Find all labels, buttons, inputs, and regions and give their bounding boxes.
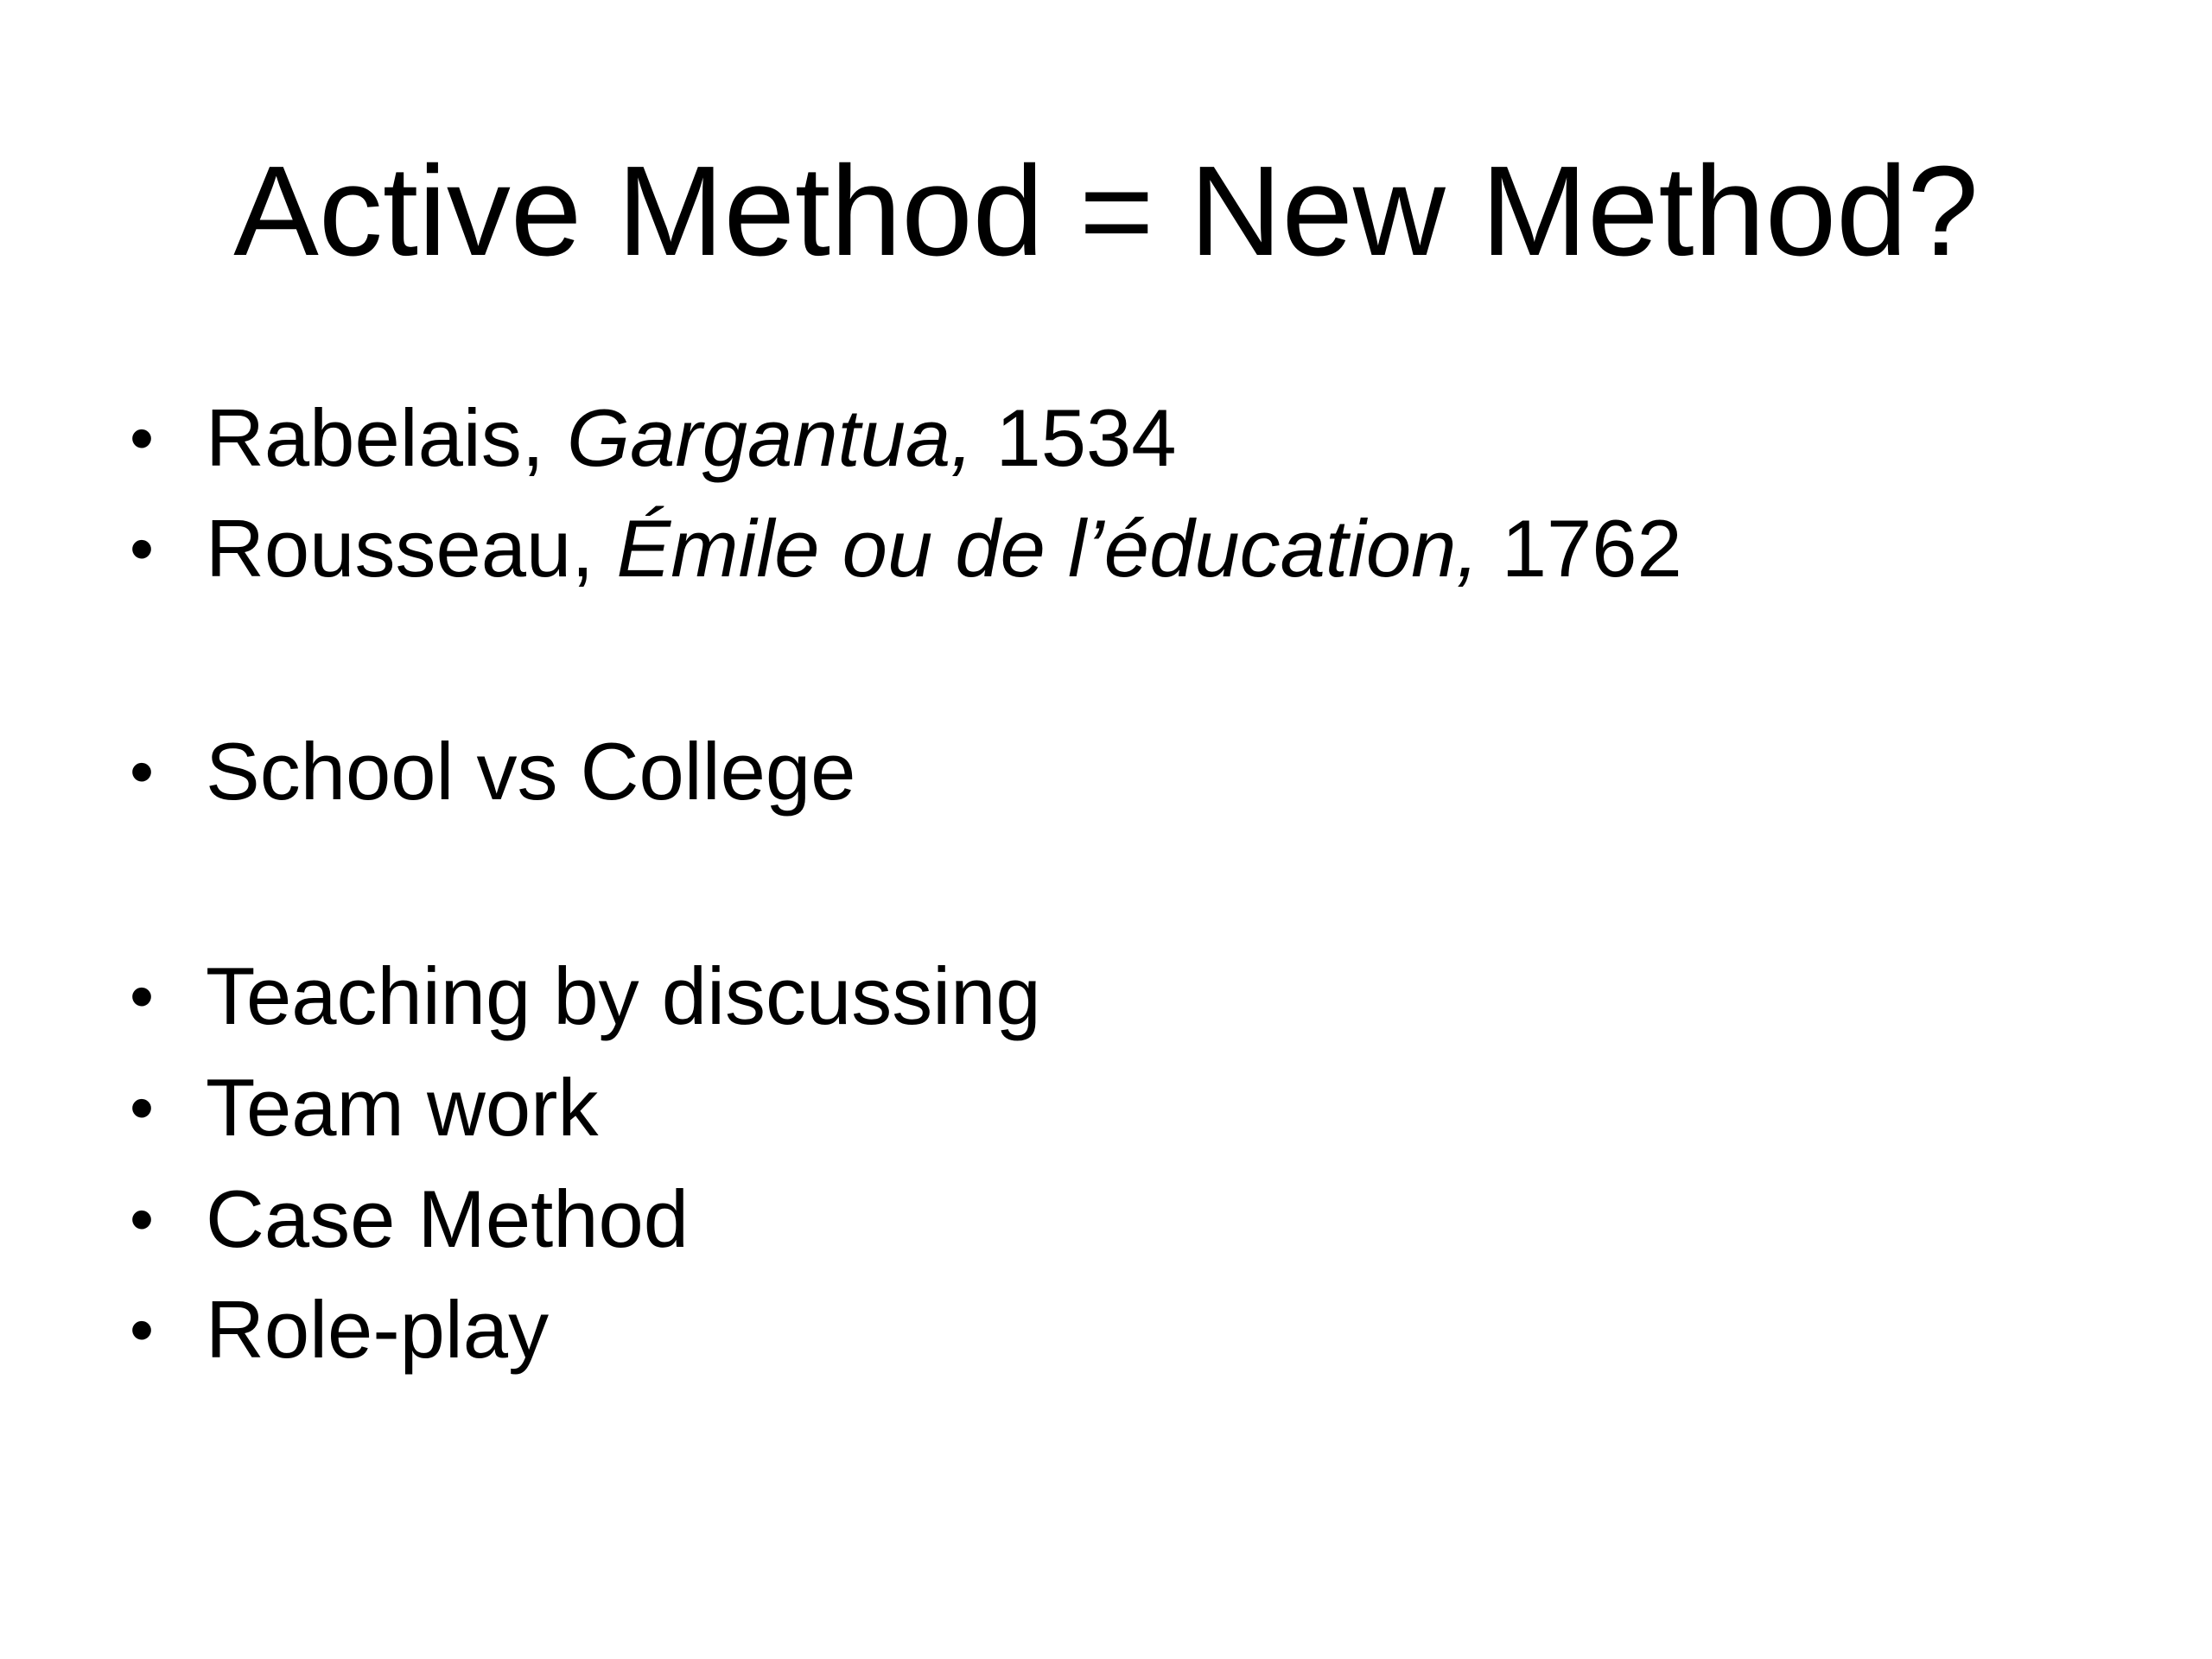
bullet-dot-icon: • [130, 1069, 155, 1146]
bullet-item-case-method [130, 1167, 689, 1271]
bullet-year: 1762 [1478, 503, 1682, 594]
bullet-author: Rousseau, [206, 503, 617, 594]
bullet-year: 1534 [973, 392, 1177, 483]
bullet-work-title: Émile ou de l’éducation, [616, 503, 1479, 594]
bullet-text: Case Method [206, 1173, 690, 1264]
bullet-item-school-vs-college [130, 720, 855, 823]
bullet-item-role-play [130, 1278, 549, 1382]
bullet-text: Teaching by discussing [206, 950, 1041, 1041]
bullet-dot-icon: • [130, 1180, 155, 1257]
bullet-item-team-work [130, 1056, 598, 1160]
bullet-text [206, 497, 1682, 601]
bullet-text: Team work [206, 1062, 599, 1153]
bullet-dot-icon: • [130, 1291, 155, 1368]
bullet-text [206, 386, 1177, 490]
bullet-dot-icon: • [130, 399, 155, 476]
bullet-dot-icon: • [130, 957, 155, 1034]
bullet-work-title: Gargantua, [567, 392, 974, 483]
bullet-dot-icon: • [130, 510, 155, 587]
bullet-item-teaching-by-discussing [130, 944, 1041, 1048]
bullet-dot-icon: • [130, 733, 155, 810]
bullet-item-rousseau [130, 497, 1682, 601]
bullet-item-rabelais [130, 386, 1177, 490]
bullet-text: School vs College [206, 726, 856, 817]
bullet-author: Rabelais, [206, 392, 567, 483]
slide-title: Active Method = New Method? [233, 140, 1979, 283]
bullet-text: Role-play [206, 1284, 550, 1375]
